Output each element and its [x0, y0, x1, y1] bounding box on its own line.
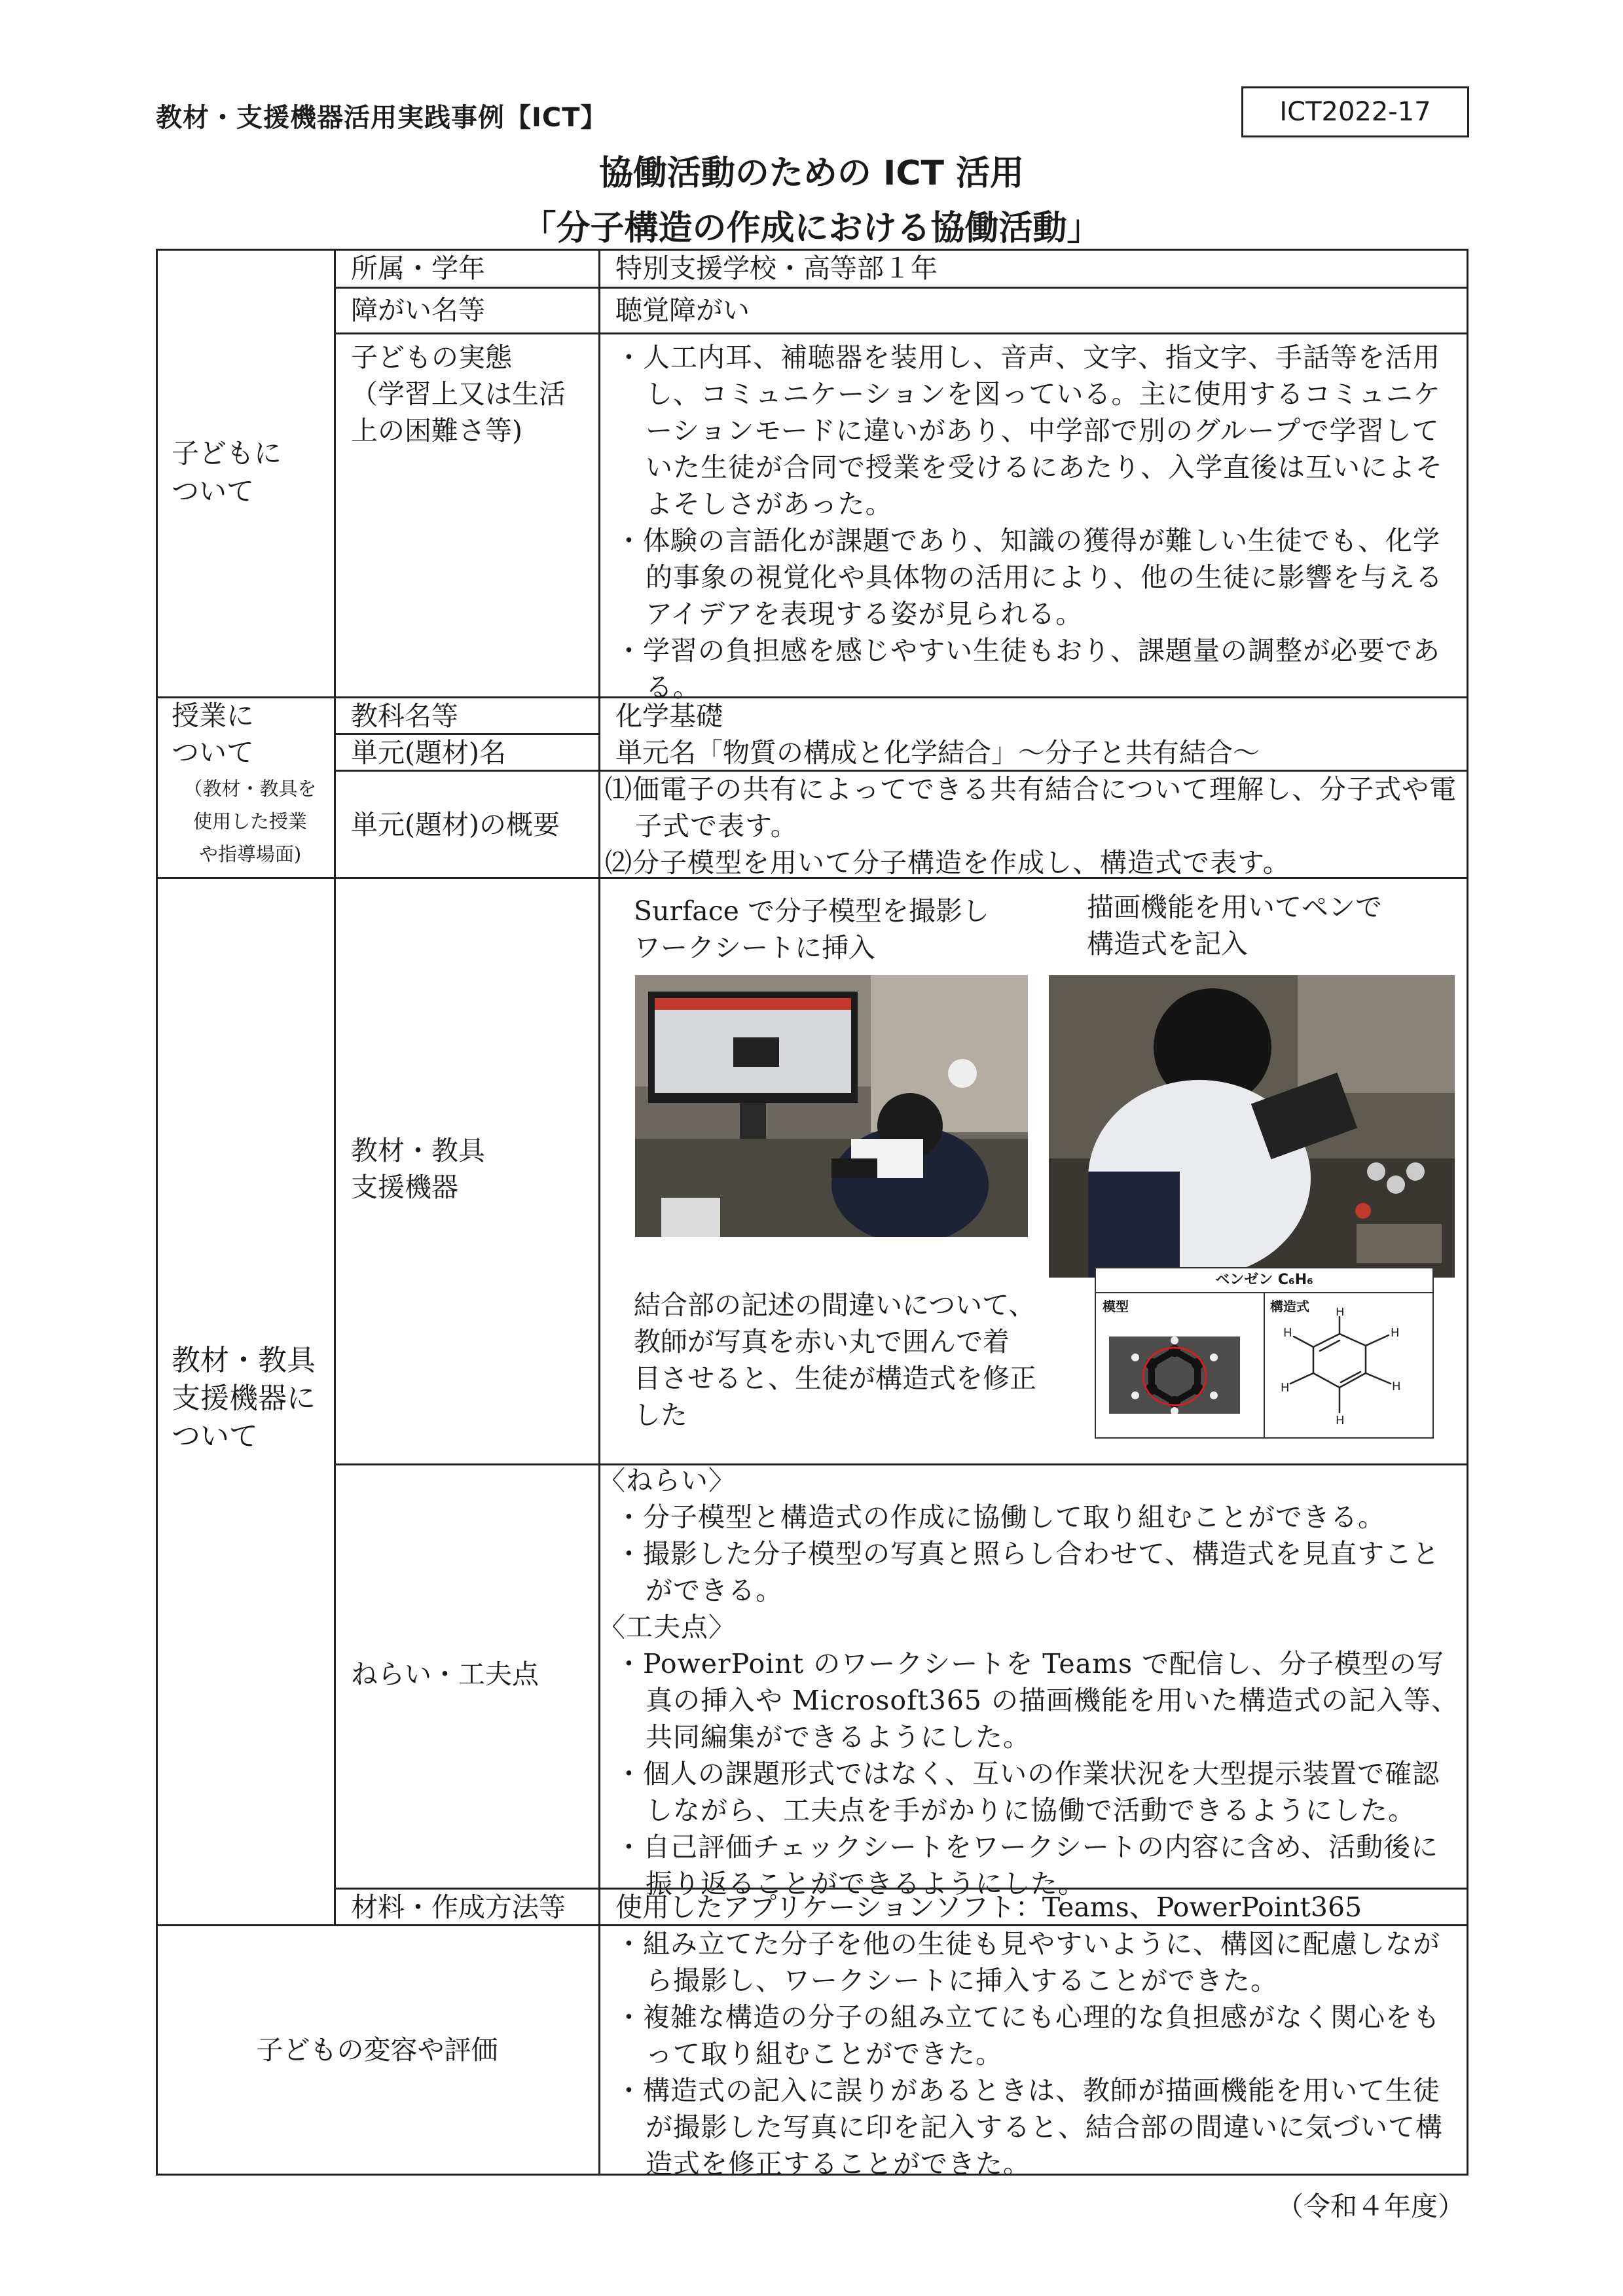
svg-text:H: H	[1283, 1326, 1292, 1340]
svg-text:H: H	[1391, 1326, 1400, 1340]
photo-pen-drawing	[1049, 975, 1455, 1278]
list-item: ・体験の言語化が課題であり、知識の獲得が難しい生徒でも、化学的事象の視覚化や具体物の活用により、他の生徒に影響を与えるアイデアを表現する姿が見られる。	[615, 525, 1443, 630]
list-item: ⑵分子模型を用いて分子構造を作成し、構造式で表す。	[605, 847, 1290, 878]
list-item: ・人工内耳、補聴器を装用し、音声、文字、指文字、手話等を活用し、コミュニケーションを図っている。主に使用するコミュニケーションモードに違いがあり、中学部で別のグループで学習していた生徒が合同で授業を受けるにあたり、入学直後は互いによそよそしさがあった。	[615, 342, 1443, 520]
list-item: ・PowerPoint のワークシートを Teams で配信し、分子模型の写真の挿入や Microsoft365 の描画機能を用いた構造式の記入等、共同編集ができるようにした。	[615, 1648, 1459, 1753]
formula-label: 構造式	[1270, 1299, 1309, 1314]
page-title: 協働活動のための ICT 活用	[598, 154, 1025, 193]
photo-surface-capture	[635, 975, 1028, 1237]
unit-value: 単元名「物質の構成と化学結合」～分子と共有結合～	[615, 737, 1260, 768]
benzene-model-photo	[1109, 1336, 1240, 1414]
status-list	[615, 339, 1461, 706]
page-subtitle: 「分子構造の作成における協働活動」	[522, 209, 1101, 248]
lesson-section-label: 授業に ついて	[172, 700, 255, 768]
evaluation-label: 子どもの変容や評価	[256, 2034, 498, 2066]
overview-list	[605, 771, 1461, 881]
child-section-label: 子どもに ついて	[172, 437, 282, 507]
list-item: ・組み立てた分子を他の生徒も見やすいように、構図に配慮しながら撮影し、ワークシートに挿入することができた。	[615, 1928, 1440, 1996]
ideas-heading: 〈工夫点〉	[598, 1611, 736, 1643]
benzene-formula-sketch	[1267, 1308, 1431, 1436]
disability-value: 聴覚障がい	[615, 295, 750, 326]
subject-value: 化学基礎	[615, 700, 723, 732]
overview-label: 単元(題材)の概要	[351, 809, 560, 840]
model-label: 模型	[1103, 1299, 1129, 1314]
affiliation-label: 所属・学年	[351, 253, 485, 284]
list-item: ・構造式の記入に誤りがあるときは、教師が描画機能を用いて生徒が撮影した写真に印を記入すると、結合部の間違いに気づいて構造式を修正することができた。	[615, 2075, 1443, 2179]
benzene-title: ベンゼン C₆H₆	[1096, 1268, 1432, 1293]
aims-list	[598, 1462, 1461, 1902]
photo2-caption: 描画機能を用いてペンで 構造式を記入	[1087, 891, 1382, 960]
list-item: ⑴価電子の共有によってできる共有結合について理解し、分子式や電子式で表す。	[605, 774, 1457, 842]
status-label: 子どもの実態 （学習上又は生活 上の困難さ等)	[351, 342, 566, 446]
svg-text:H: H	[1336, 1308, 1345, 1319]
correction-caption: 結合部の記述の間違いについて、 教師が写真を赤い丸で囲んで着 目させると、生徒が構造式を修正 した	[634, 1289, 1036, 1431]
subject-label: 教科名等	[351, 700, 458, 732]
list-item: ・分子模型と構造式の作成に協働して取り組むことができる。	[615, 1501, 1385, 1533]
aims-heading: 〈ねらい〉	[598, 1465, 736, 1496]
list-item: ・複雑な構造の分子の組み立てにも心理的な負担感がなく関心をもって取り組むことができた。	[615, 2001, 1440, 2070]
list-item: ・学習の負担感を感じやすい生徒もおり、課題量の調整が必要である。	[615, 635, 1440, 703]
document-id: ICT2022-17	[1241, 86, 1469, 137]
list-item: ・撮影した分子模型の写真と照らし合わせて、構造式を見直すことができる。	[615, 1538, 1440, 1606]
svg-text:H: H	[1392, 1380, 1401, 1393]
fiscal-year: （令和４年度）	[1277, 2191, 1465, 2222]
disability-label: 障がい名等	[351, 295, 485, 326]
materials-section-label: 教材・教具 支援機器に ついて	[172, 1344, 316, 1453]
photo1-caption: Surface で分子模型を撮影し ワークシートに挿入	[634, 895, 989, 963]
making-label: 材料・作成方法等	[351, 1892, 566, 1923]
benzene-inset	[1095, 1267, 1434, 1439]
list-item: ・個人の課題形式ではなく、互いの作業状況を大型提示装置で確認しながら、工夫点を手がかりに協働で活動できるようにした。	[615, 1758, 1440, 1826]
tools-label: 教材・教具 支援機器	[351, 1135, 485, 1203]
svg-text:H: H	[1281, 1381, 1290, 1395]
aims-label: ねらい・工夫点	[351, 1659, 539, 1690]
making-value: 使用したアプリケーションソフト：Teams、PowerPoint365	[615, 1892, 1362, 1923]
series-title: 教材・支援機器活用実践事例【ICT】	[156, 103, 608, 133]
list-item: ・自己評価チェックシートをワークシートの内容に含め、活動後に振り返ることができるようにした。	[615, 1831, 1439, 1899]
svg-text:H: H	[1336, 1414, 1345, 1427]
affiliation-value: 特別支援学校・高等部１年	[615, 253, 938, 284]
lesson-section-note: （教材・教具を 使用した授業 や指導場面)	[183, 778, 317, 865]
unit-label: 単元(題材)名	[351, 737, 506, 768]
evaluation-list	[615, 1926, 1461, 2182]
